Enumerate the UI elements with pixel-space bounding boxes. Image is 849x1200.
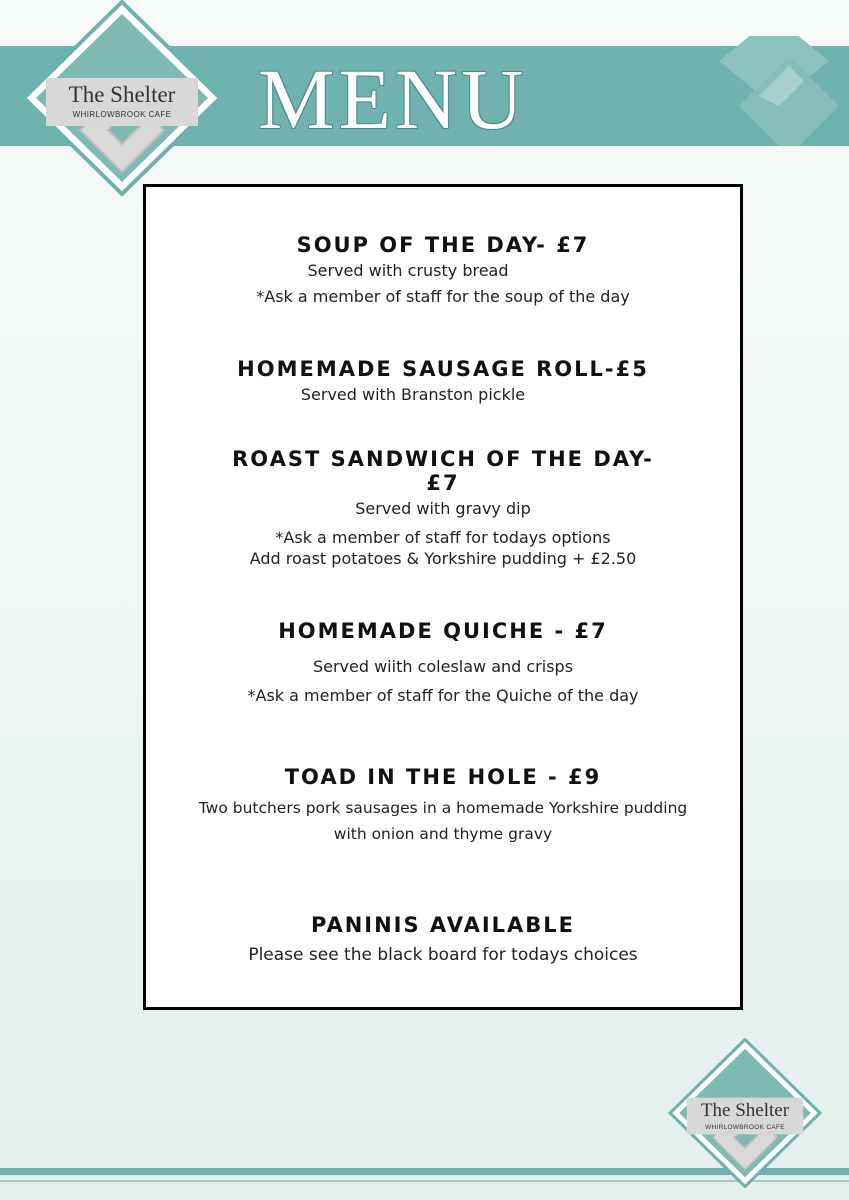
menu-item-description: Two butchers pork sausages in a homemade Yorkshire pudding: [198, 799, 688, 817]
menu-item-description: with onion and thyme gravy: [333, 825, 553, 843]
menu-item-description: Served wiith coleslaw and crisps: [312, 657, 574, 676]
menu-item-paninis: [146, 913, 740, 965]
menu-item-title: ROAST SANDWICH OF THE DAY-: [232, 447, 654, 471]
menu-item-description: *Ask a member of staff for the soup of the day: [256, 287, 630, 306]
menu-item-title: PANINIS AVAILABLE: [310, 913, 575, 937]
logo-brand-subtitle: WHIRLOWBROOK CAFE: [72, 110, 172, 119]
menu-item-quiche: [146, 619, 740, 705]
logo-brand-name: The Shelter: [700, 1100, 790, 1121]
menu-item-description: Add roast potatoes & Yorkshire pudding + £2.50: [249, 549, 637, 568]
menu-item-title: TOAD IN THE HOLE - £9: [284, 765, 602, 789]
menu-item-title: HOMEMADE QUICHE - £7: [278, 619, 608, 643]
menu-item-title: HOMEMADE SAUSAGE ROLL-£5: [237, 357, 649, 381]
menu-item-description: *Ask a member of staff for the Quiche of the day: [247, 686, 639, 705]
menu-item-description: *Ask a member of staff for todays options: [275, 528, 611, 547]
menu-item-description: Please see the black board for todays choices: [248, 945, 638, 965]
menu-item-description: Served with crusty bread: [307, 261, 509, 280]
header-decoration: [629, 36, 849, 146]
menu-item-title: SOUP OF THE DAY- £7: [296, 233, 590, 257]
menu-item-toad-in-the-hole: [146, 765, 740, 843]
logo-brand-name: The Shelter: [68, 82, 176, 107]
menu-item-description: Served with gravy dip: [355, 499, 531, 518]
menu-panel: [143, 184, 743, 1010]
menu-item-roast-sandwich: [146, 447, 740, 568]
logo-brand-subtitle: WHIRLOWBROOK CAFE: [705, 1124, 785, 1131]
menu-item-title-price: £7: [426, 471, 460, 495]
logo-bottom: [668, 1038, 822, 1188]
menu-heading: MENU: [258, 51, 528, 147]
menu-item-sausage-roll: [146, 357, 740, 404]
menu-item-soup: [146, 233, 740, 306]
logo-top: [22, 0, 222, 196]
menu-item-description: Served with Branston pickle: [300, 385, 526, 404]
